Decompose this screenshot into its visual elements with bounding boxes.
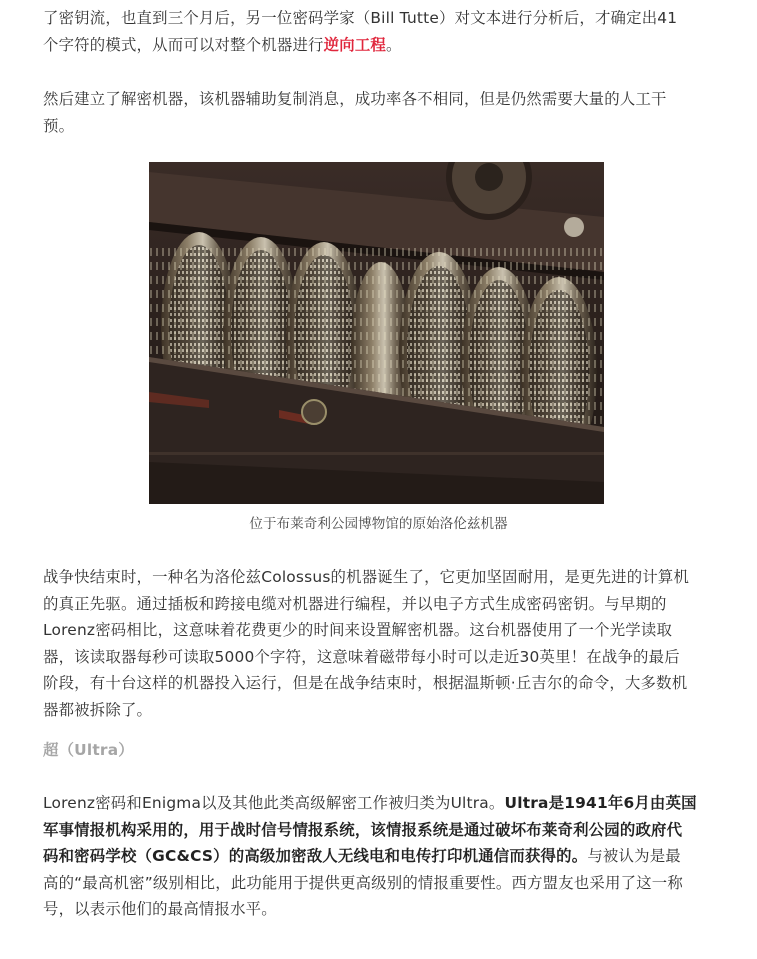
lorenz-machine-photo — [149, 162, 604, 504]
text-run: 号，以表示他们的最高情报水平。 — [43, 900, 277, 919]
paragraph-bill-tutte — [43, 5, 713, 59]
machine-illustration — [149, 162, 604, 504]
paragraph-line: Lorenz密码相比，这意味着花费更少的时间来设置解密机器。这台机器使用了一个光学读取 — [43, 621, 673, 640]
paragraph-decryption-machine — [43, 86, 713, 140]
paragraph-line — [43, 817, 713, 844]
paragraph-line — [43, 32, 713, 59]
bold-text-run: 码和密码学校（GC&CS）的高级加密敌人无线电和电传打印机通信而获得的。 — [43, 847, 588, 866]
paragraph-line — [43, 896, 713, 923]
bold-text-run: 军事情报机构采用的，用于战时信号情报系统，该情报系统是通过破坏布莱奇利公园的政府代 — [43, 820, 683, 839]
text-run: 与被认为是最 — [587, 847, 681, 866]
paragraph-line: 阶段，有十台这样的机器投入运行，但是在战争结束时，根据温斯顿·丘吉尔的命令，大多数机 — [43, 674, 688, 693]
paragraph-line: 战争快结束时，一种名为洛伦兹Colossus的机器诞生了，它更加坚固耐用，是更先进的计算机 — [43, 568, 690, 586]
paragraph-colossus — [43, 564, 713, 724]
paragraph-line — [43, 843, 713, 870]
paragraph-line: 器都被拆除了。 — [43, 700, 153, 719]
text-run: 个字符的模式，从而可以对整个机器进行 — [43, 36, 324, 54]
paragraph-line — [43, 5, 713, 32]
bold-text-run: Ultra是1941年6月由英国 — [504, 794, 697, 812]
paragraph-line: 器，该读取器每秒可读取5000个字符，这意味着磁带每小时可以走近30英里！在战争的最后 — [43, 647, 680, 666]
text-run: Lorenz密码和Enigma以及其他此类高级解密工作被归类为Ultra。 — [43, 794, 505, 812]
paragraph-line: 预。 — [43, 117, 75, 135]
text-run: 。 — [386, 36, 402, 54]
paragraph-line: 然后建立了解密机器，该机器辅助复制消息，成功率各不相同，但是仍然需要大量的人工干 — [43, 90, 667, 108]
paragraph-ultra — [43, 790, 713, 923]
figure-caption: 位于布莱奇利公园博物馆的原始洛伦兹机器 — [249, 516, 508, 532]
text-run: 高的“最高机密”级别相比，此功能用于提供更高级别的情报重要性。西方盟友也采用了这一称 — [43, 873, 683, 892]
text-run: 了密钥流，也直到三个月后，另一位密码学家（Bill Tutte）对文本进行分析后，才确定出41 — [43, 9, 678, 27]
paragraph-line — [43, 870, 713, 897]
reverse-engineering-link[interactable]: 逆向工程 — [323, 36, 387, 54]
paragraph-line: 的真正先驱。通过插板和跨接电缆对机器进行编程，并以电子方式生成密码密钥。与早期的 — [43, 594, 667, 613]
paragraph-line — [43, 790, 713, 817]
section-heading-ultra: 超（Ultra） — [43, 741, 134, 759]
